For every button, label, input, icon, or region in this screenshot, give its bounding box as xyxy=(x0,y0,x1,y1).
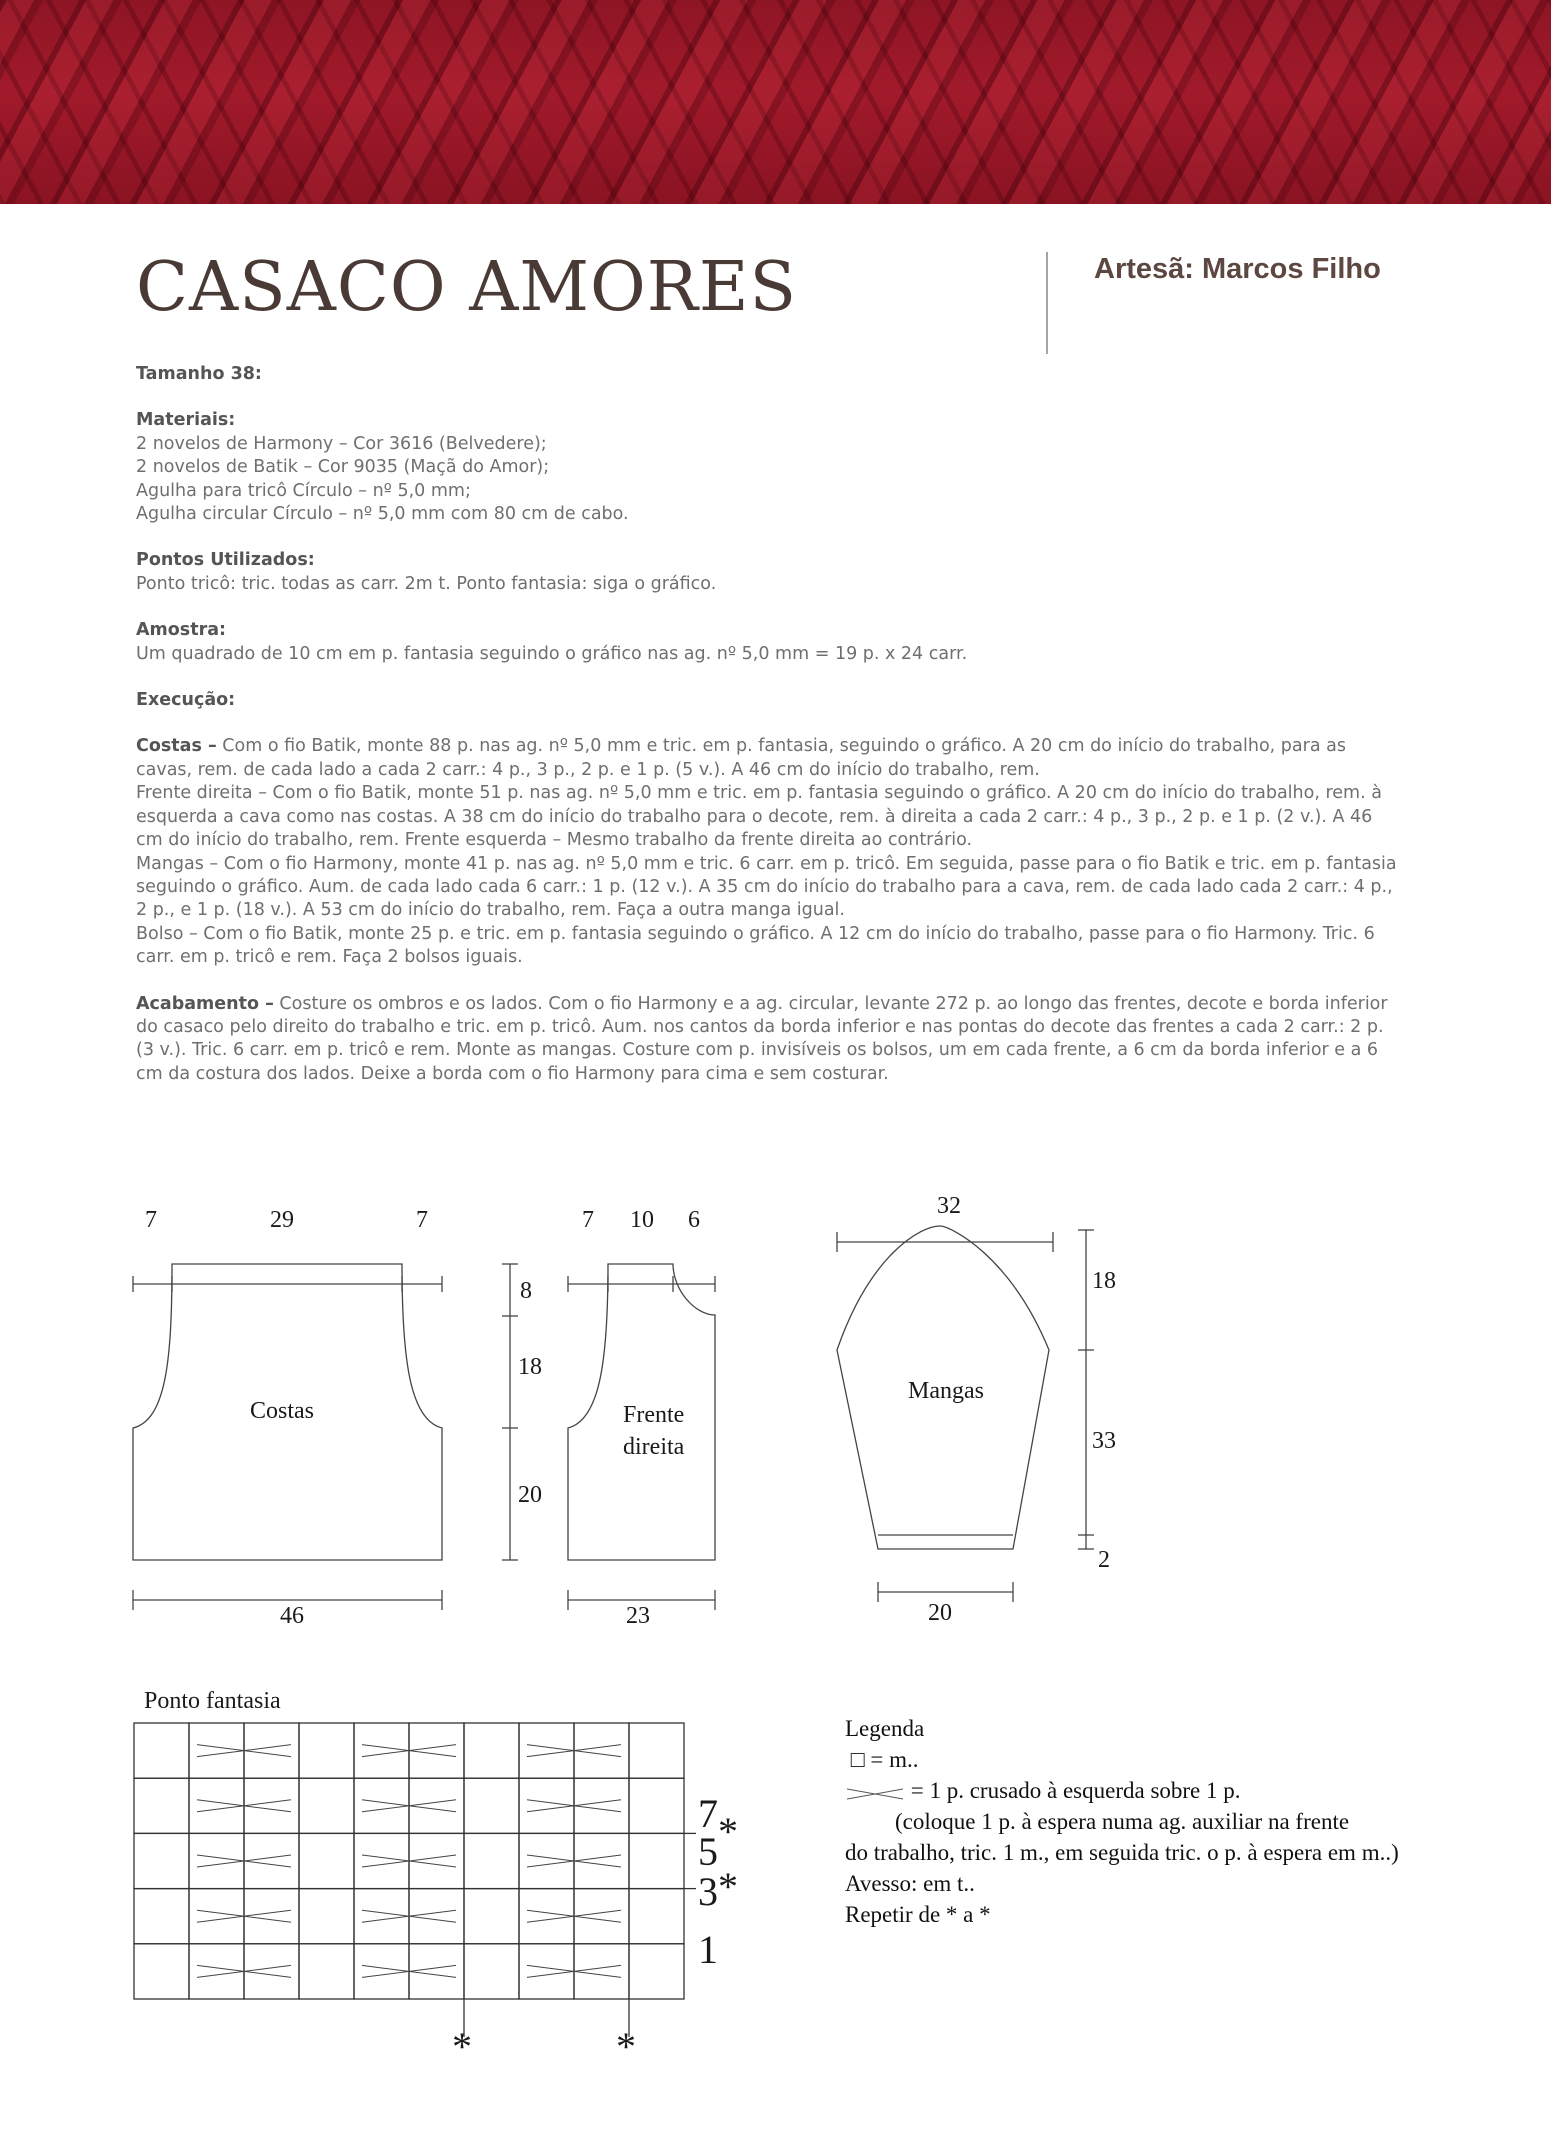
dim-frente-top-2: 10 xyxy=(630,1207,654,1233)
dim-costas-side-2: 18 xyxy=(518,1354,542,1380)
mangas-label: Mangas xyxy=(908,1378,984,1404)
chart-cell xyxy=(409,1944,464,1999)
dim-costas-bottom: 46 xyxy=(280,1603,304,1629)
chart-legend xyxy=(845,1713,1485,1930)
chart-cell xyxy=(629,1723,684,1778)
bolso-text: Bolso – Com o fio Batik, monte 25 p. e tric. em p. fantasia seguindo o gráfico. A 12 cm do início do trabalho, passe para o fio Harmony. Tric. 6 carr. em p. tricô e rem. Faça 2 bolsos iguais. xyxy=(136,923,1375,968)
row-label-5: 5 xyxy=(698,1829,718,1874)
chart-cell xyxy=(134,1778,189,1833)
material-item: 2 novelos de Batik – Cor 9035 (Maçã do Amor); xyxy=(136,457,550,478)
dim-costas-top-mid: 29 xyxy=(270,1207,294,1233)
dim-mangas-bottom: 20 xyxy=(928,1600,952,1626)
chart-cell xyxy=(299,1944,354,1999)
chart-cell xyxy=(354,1833,409,1888)
chart-cell xyxy=(299,1723,354,1778)
dim-costas-side-1: 8 xyxy=(520,1278,532,1304)
chart-cell xyxy=(464,1723,519,1778)
chart-cell xyxy=(629,1944,684,1999)
chart-cell xyxy=(409,1889,464,1944)
repeat-mark-bottom-left: * xyxy=(452,2024,472,2069)
acabamento-section xyxy=(136,993,1398,1087)
header-divider xyxy=(1046,252,1048,354)
dim-mangas-side-3: 2 xyxy=(1098,1547,1110,1573)
materials-section xyxy=(136,409,1398,526)
chart-cell xyxy=(189,1944,244,1999)
chart-cell xyxy=(354,1889,409,1944)
cross-stitch-icon xyxy=(845,1783,905,1803)
repeat-mark-row-7: * xyxy=(718,1809,738,1854)
stitches-text: Ponto tricô: tric. todas as carr. 2m t. Ponto fantasia: siga o gráfico. xyxy=(136,573,717,594)
stitches-heading: Pontos Utilizados: xyxy=(136,550,315,571)
chart-cell xyxy=(574,1889,629,1944)
execution-heading: Execução: xyxy=(136,690,236,711)
chart-cell xyxy=(354,1778,409,1833)
material-item: Agulha para tricô Círculo – nº 5,0 mm; xyxy=(136,480,471,501)
dim-frente-top-1: 7 xyxy=(582,1207,594,1233)
materials-heading: Materiais: xyxy=(136,410,236,431)
row-label-1: 1 xyxy=(698,1927,718,1972)
chart-cell xyxy=(189,1833,244,1888)
author-name: Artesã: Marcos Filho xyxy=(1094,253,1381,285)
chart-title: Ponto fantasia xyxy=(144,1688,281,1714)
acabamento-text: Costure os ombros e os lados. Com o fio Harmony e a ag. circular, levante 272 p. ao longo das frentes, decote e borda inferior do casaco pelo direito do trabalho e tric. em p. tricô. Aum. nos cantos da borda inferior e nas pontas do decote das frentes a cada 2 carr.: 2 p. (3 v.). Tric. 6 carr. em p. tricô e rem. Monte as mangas. Costure com p. invisíveis os bolsos, um em cada frente, a 6 cm da borda inferior e a 6 cm da costura dos lados. Deixe a borda com o fio Harmony para cima e sem costurar. xyxy=(136,993,1388,1084)
garment-schematics xyxy=(0,1160,1551,1630)
chart-cell xyxy=(189,1889,244,1944)
chart-cell xyxy=(629,1778,684,1833)
chart-cell xyxy=(244,1723,299,1778)
frente-text: Frente direita – Com o fio Batik, monte 51 p. nas ag. nº 5,0 mm e tric. em p. fantasia seguindo o gráfico. A 20 cm do início do trabalho, rem. à esquerda a cava como nas costas. A 38 cm do início do trabalho para o decote, rem. à direita a cada 2 carr.: 4 p., 3 p., 2 p. e 1 p. (2 v.). A 46 cm do início do trabalho, rem. Frente esquerda – Mesmo trabalho da frente direita ao contrário. xyxy=(136,783,1382,851)
acabamento-label: Acabamento – xyxy=(136,993,274,1014)
legend-item-cross: = 1 p. crusado à esquerda sobre 1 p. xyxy=(845,1775,1485,1806)
chart-cell xyxy=(299,1833,354,1888)
row-label-3: 3 xyxy=(698,1869,718,1914)
chart-cell xyxy=(574,1778,629,1833)
dim-mangas-top: 32 xyxy=(937,1193,961,1219)
legend-repeat: Repetir de * a * xyxy=(845,1902,991,1927)
legend-avesso: Avesso: em t.. xyxy=(845,1871,975,1896)
chart-cell xyxy=(244,1944,299,1999)
frente-label-1: Frente xyxy=(623,1402,685,1428)
costas-text: Com o fio Batik, monte 88 p. nas ag. nº 5,0 mm e tric. em p. fantasia, seguindo o gráfico. A 20 cm do início do trabalho, para as cavas, rem. de cada lado a cada 2 carr.: 4 p., 3 p., 2 p. e 1 p. (5 v.). A 46 cm do início do trabalho, rem. xyxy=(136,736,1346,780)
frente-label-2: direita xyxy=(623,1434,685,1460)
chart-cell xyxy=(134,1833,189,1888)
chart-cell xyxy=(299,1778,354,1833)
chart-cell xyxy=(519,1889,574,1944)
chart-cell xyxy=(629,1833,684,1888)
repeat-mark-bottom-right: * xyxy=(616,2024,636,2069)
size-label: Tamanho 38: xyxy=(136,364,262,384)
sample-heading: Amostra: xyxy=(136,620,227,641)
dim-costas-top-right: 7 xyxy=(416,1207,428,1233)
dim-mangas-side-1: 18 xyxy=(1092,1268,1116,1294)
execution-section xyxy=(136,735,1398,969)
chart-cell xyxy=(574,1944,629,1999)
chart-cell xyxy=(574,1723,629,1778)
chart-cell xyxy=(464,1833,519,1888)
chart-cell xyxy=(189,1723,244,1778)
chart-cell xyxy=(519,1778,574,1833)
repeat-mark-row-3: * xyxy=(718,1864,738,1909)
material-item: 2 novelos de Harmony – Cor 3616 (Belvedere); xyxy=(136,433,547,454)
yarn-header-image xyxy=(0,0,1551,204)
pattern-instructions xyxy=(136,363,1398,1109)
chart-cell xyxy=(354,1723,409,1778)
chart-cell xyxy=(409,1833,464,1888)
chart-cell xyxy=(299,1889,354,1944)
dim-mangas-side-2: 33 xyxy=(1092,1428,1116,1454)
chart-cell xyxy=(134,1723,189,1778)
sample-section xyxy=(136,619,1398,666)
chart-cell xyxy=(189,1778,244,1833)
costas-label: Costas xyxy=(250,1398,315,1424)
page-title: CASACO AMORES xyxy=(136,248,798,327)
costas-label: Costas – xyxy=(136,736,217,757)
dim-costas-top-left: 7 xyxy=(145,1207,157,1233)
legend-item-knit: □ = m.. xyxy=(850,1747,919,1772)
square-icon: □ xyxy=(850,1747,865,1772)
stitches-section xyxy=(136,549,1398,596)
chart-cell xyxy=(629,1889,684,1944)
stitch-chart xyxy=(0,1680,800,2080)
chart-cell xyxy=(519,1723,574,1778)
chart-cell xyxy=(244,1778,299,1833)
dim-costas-side-3: 20 xyxy=(518,1482,542,1508)
legend-item-cross-detail-1: (coloque 1 p. à espera numa ag. auxiliar na frente xyxy=(895,1809,1350,1834)
chart-cell xyxy=(134,1889,189,1944)
material-item: Agulha circular Círculo – nº 5,0 mm com 80 cm de cabo. xyxy=(136,504,629,525)
chart-cell xyxy=(409,1778,464,1833)
chart-cell xyxy=(244,1889,299,1944)
chart-cell xyxy=(464,1889,519,1944)
chart-cell xyxy=(409,1723,464,1778)
chart-cell xyxy=(464,1778,519,1833)
sample-text: Um quadrado de 10 cm em p. fantasia seguindo o gráfico nas ag. nº 5,0 mm = 19 p. x 24 carr. xyxy=(136,643,968,664)
chart-cell xyxy=(354,1944,409,1999)
chart-cell xyxy=(574,1833,629,1888)
chart-cell xyxy=(134,1944,189,1999)
row-label-7: 7 xyxy=(698,1791,718,1836)
chart-cell xyxy=(464,1944,519,1999)
dim-frente-bottom: 23 xyxy=(626,1603,650,1629)
mangas-text: Mangas – Com o fio Harmony, monte 41 p. nas ag. nº 5,0 mm e tric. 6 carr. em p. tricô. Em seguida, passe para o fio Batik e tric. em p. fantasia seguindo o gráfico. Aum. de cada lado cada 6 carr.: 1 p. (12 v.). A 35 cm do início do trabalho para a cava, rem. de cada lado cada 2 carr.: 4 p., 2 p., e 1 p. (18 v.). A 53 cm do início do trabalho, rem. Faça a outra manga igual. xyxy=(136,853,1397,921)
legend-item-cross-detail-2: do trabalho, tric. 1 m., em seguida tric. o p. à espera em m..) xyxy=(845,1840,1399,1865)
chart-cell xyxy=(519,1944,574,1999)
legend-title: Legenda xyxy=(845,1716,925,1741)
chart-cell xyxy=(244,1833,299,1888)
dim-frente-top-3: 6 xyxy=(688,1207,700,1233)
chart-cell xyxy=(519,1833,574,1888)
